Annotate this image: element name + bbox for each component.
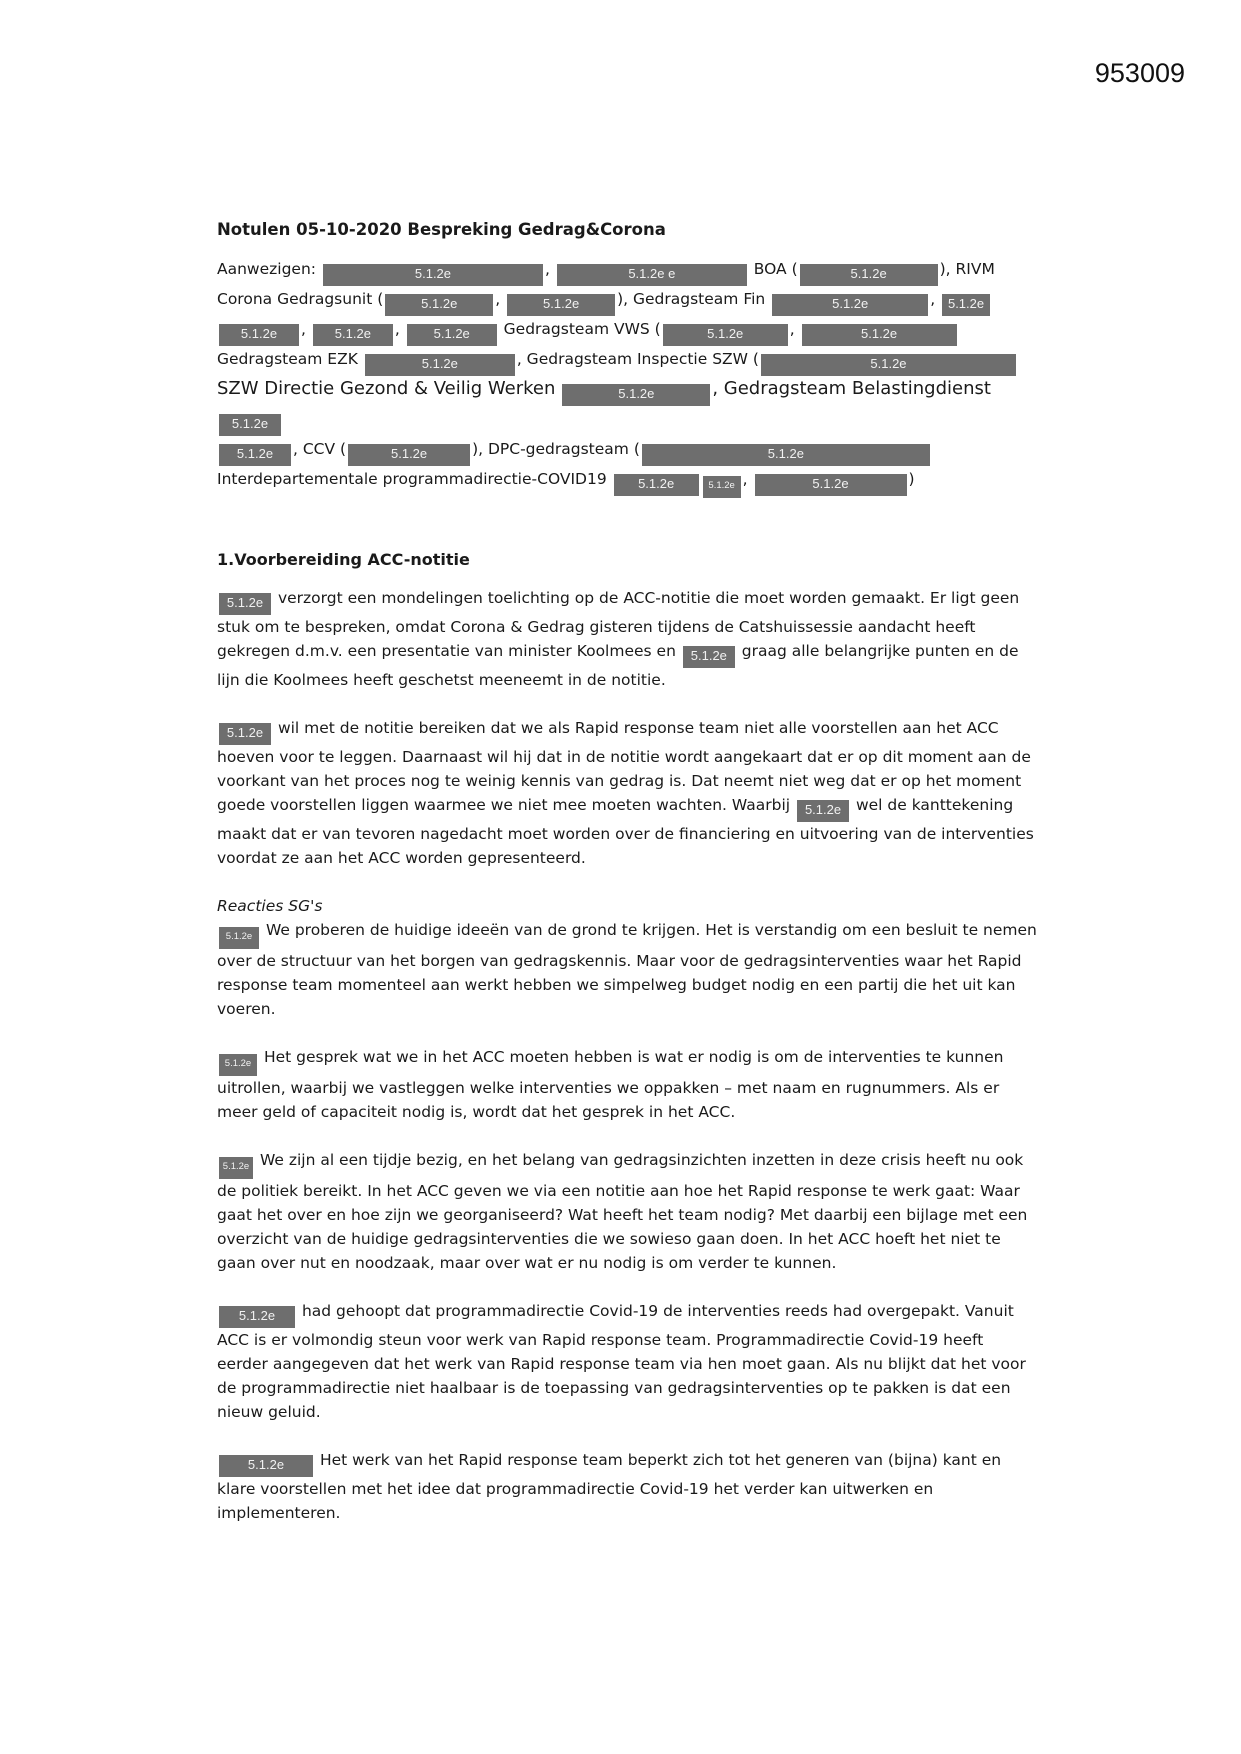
attendees-close: ) <box>908 470 915 488</box>
redaction-box: 5.1.2e <box>797 800 849 822</box>
redaction-box: 5.1.2e <box>663 324 788 346</box>
redaction-box: 5.1.2e <box>614 474 699 496</box>
redaction-box: 5.1.2e <box>761 354 1016 376</box>
redaction-box: 5.1.2e <box>802 324 957 346</box>
redaction-box: 5.1.2e <box>323 264 543 286</box>
paragraph-text: We proberen de huidige ideeën van de grond te krijgen. Het is verstandig om een besluit te nemen over de structuur van het borgen van gedragskennis. Maar voor de gedragsinterventies waar het Rapid response team momenteel aan werkt hebben we simpelweg budget nodig en een partij die het uit kan voeren. <box>217 921 1037 1018</box>
attendees-label: Aanwezigen: <box>217 260 317 278</box>
reaction-1 <box>217 918 1037 1021</box>
paragraph-text: Het werk van het Rapid response team beperkt zich tot het generen van (bijna) kant en klare voorstellen met het idee dat programmadirectie Covid-19 het verder kan uitwerken en implementeren. <box>217 1451 1002 1522</box>
document-body <box>217 218 1037 1549</box>
redaction-box: 5.1.2e <box>562 384 710 406</box>
redaction-box: 5.1.2e <box>703 476 741 498</box>
redaction-box: 5.1.2e <box>219 414 281 436</box>
redaction-box: 5.1.2e <box>219 1306 295 1328</box>
reacties-heading: Reacties SG's <box>217 897 323 915</box>
document-title: Notulen 05-10-2020 Bespreking Gedrag&Corona <box>217 220 666 239</box>
paragraph-1 <box>217 586 1037 692</box>
paragraph-text: wel de kanttekening maakt dat er van tevoren nagedacht moet worden over de financiering en uitvoering van de interventies voordat ze aan het ACC worden gepresenteerd. <box>217 796 1034 867</box>
org-boa: BOA ( <box>753 260 798 278</box>
redaction-box: 5.1.2e <box>800 264 938 286</box>
org-rivm: ), RIVM <box>939 260 995 278</box>
org-belastingdienst: , Gedragsteam Belastingdienst <box>712 378 991 399</box>
redaction-box: 5.1.2e e <box>557 264 747 286</box>
attendees-list: Aanwezigen: 5.1.2e , 5.1.2e e BOA ( 5.1.2e ), RIVM Corona Gedragsunit ( 5.1.2e , 5.1.2e ), Gedragsteam Fin 5.1.2e , 5.1.2e 5.1.2e , 5.1.2e , 5.1.2e Gedragsteam VWS ( 5.1.2e , 5.1.2e Gedragsteam EZK 5.1.2e , Gedragsteam Inspectie SZW ( 5.1.2e SZW Directie Gezond & Veilig Werken 5.1.2e , Gedragsteam Belastingdienst 5.1.2e 5.1.2e , CCV ( 5.1.2e ), DPC-gedragsteam ( 5.1.2e Interdepartementale programmadirectie-COVID19 5.1.2e 5.1.2e , 5.1.2e ) <box>217 256 1037 498</box>
paragraph-text: verzorgt een mondelingen toelichting op de ACC-notitie die moet worden gemaakt. Er ligt geen stuk om te bespreken, omdat Corona & Gedrag gisteren tijdens de Catshuissessie aandacht heeft gekregen d.m.v. een presentatie van minister Koolmees en <box>217 589 1020 660</box>
redaction-box: 5.1.2e <box>313 324 393 346</box>
paragraph-text: Het gesprek wat we in het ACC moeten hebben is wat er nodig is om de interventies te kunnen uitrollen, waarbij we vastleggen welke interventies we oppakken – met naam en rugnummers. Als er meer geld of capaciteit nodig is, wordt dat het gesprek in het ACC. <box>217 1048 1004 1121</box>
redaction-box: 5.1.2e <box>219 1455 313 1477</box>
redaction-box: 5.1.2e <box>219 444 291 466</box>
redaction-box: 5.1.2e <box>219 324 299 346</box>
reaction-4 <box>217 1299 1037 1424</box>
paragraph-2 <box>217 716 1037 870</box>
redaction-box: 5.1.2e <box>219 723 271 745</box>
redaction-box: 5.1.2e <box>772 294 928 316</box>
redaction-box: 5.1.2e <box>507 294 615 316</box>
org-szw: SZW Directie Gezond & Veilig Werken <box>217 378 556 399</box>
redaction-box: 5.1.2e <box>755 474 907 496</box>
reaction-2 <box>217 1045 1037 1124</box>
org-corona-unit: Corona Gedragsunit ( <box>217 290 384 308</box>
redaction-box: 5.1.2e <box>407 324 497 346</box>
redaction-box: 5.1.2e <box>348 444 470 466</box>
reaction-5 <box>217 1448 1037 1525</box>
redaction-box: 5.1.2e <box>365 354 515 376</box>
org-interdep: Interdepartementale programmadirectie-COVID19 <box>217 470 607 488</box>
redaction-box: 5.1.2e <box>219 1054 257 1076</box>
document-number: 953009 <box>1094 58 1185 88</box>
org-inspectie: , Gedragsteam Inspectie SZW ( <box>516 350 759 368</box>
paragraph-text: wil met de notitie bereiken dat we als Rapid response team niet alle voorstellen aan het ACC hoeven voor te leggen. Daarnaast wil hij dat in de notitie wordt aangekaart dat er op dit moment aan de voorkant van het proces nog te weinig kennis van gedrag is. Dat neemt niet weg dat er op het moment goede voorstellen liggen waarmee we niet mee moeten wachten. Waarbij <box>217 719 1031 814</box>
redaction-box: 5.1.2e <box>385 294 493 316</box>
redaction-box: 5.1.2e <box>219 927 259 949</box>
redaction-box: 5.1.2e <box>942 294 990 316</box>
org-vws: Gedragsteam VWS ( <box>503 320 661 338</box>
org-fin: ), Gedragsteam Fin <box>617 290 766 308</box>
paragraph-text: graag alle belangrijke punten en de lijn die Koolmees heeft geschetst meeneemt in de notitie. <box>217 642 1019 689</box>
redaction-box: 5.1.2e <box>683 646 735 668</box>
redaction-box: 5.1.2e <box>219 593 271 615</box>
section-heading: 1.Voorbereiding ACC-notitie <box>217 550 470 569</box>
redaction-box: 5.1.2e <box>642 444 930 466</box>
paragraph-text: We zijn al een tijdje bezig, en het belang van gedragsinzichten inzetten in deze crisis heeft nu ook de politiek bereikt. In het ACC geven we via een notitie aan hoe het Rapid response te werk gaat: Waar gaat het over en hoe zijn we georganiseerd? Wat heeft het team nodig? Met daarbij een bijlage met een overzicht van de huidige gedragsinterventies die we sowieso gaan doen. In het ACC hoeft het niet te gaan over nut en noodzaak, maar over wat er nu nodig is om verder te kunnen. <box>217 1151 1028 1272</box>
reaction-3 <box>217 1148 1037 1275</box>
org-ccv: , CCV ( <box>293 440 347 458</box>
org-dpc: ), DPC-gedragsteam ( <box>472 440 640 458</box>
org-ezk: Gedragsteam EZK <box>217 350 358 368</box>
paragraph-text: had gehoopt dat programmadirectie Covid-19 de interventies reeds had overgepakt. Vanuit ACC is er volmondig steun voor werk van Rapid response team. Programmadirectie Covid-19 heeft eerder aangegeven dat het werk van Rapid response team via hen moet gaan. Als nu blijkt dat het voor de programmadirectie niet haalbaar is de toepassing van gedragsinterventies op te pakken is dat een nieuw geluid. <box>217 1302 1026 1421</box>
redaction-box: 5.1.2e <box>219 1157 253 1179</box>
